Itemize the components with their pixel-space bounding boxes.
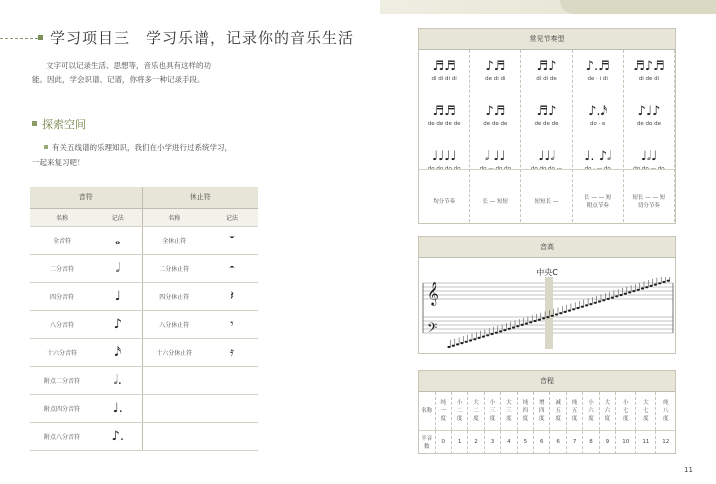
pitch-range-panel	[418, 236, 676, 354]
note-head	[658, 282, 661, 284]
rhythm-syllables: di di de	[536, 76, 557, 82]
col-note-name: 名称	[30, 208, 94, 226]
interval-table	[419, 392, 675, 454]
col-rest-symbol: 记法	[206, 208, 258, 226]
rhythm-syllables: de do de	[636, 121, 661, 127]
note-head	[632, 290, 635, 292]
rhythm-grid	[419, 50, 675, 222]
explore-line-2: 一起来复习吧！	[32, 158, 85, 167]
rhythm-syllables: de · i di	[587, 76, 608, 82]
rhythm-notes-icon: ♩♩𝅗𝅥	[538, 149, 555, 164]
rest-symbol-icon	[206, 394, 258, 422]
interval-semitones: 9	[599, 430, 615, 454]
rest-name: 全休止符	[142, 226, 206, 254]
rest-name	[142, 394, 206, 422]
note-head	[619, 294, 622, 296]
note-head	[589, 303, 592, 305]
note-head	[512, 326, 515, 328]
explore-line-1: 有关五线谱的乐理知识，我们在小学进行过系统学习，	[32, 140, 262, 156]
note-head	[572, 308, 575, 310]
header-notes: 音符	[30, 187, 142, 208]
note-head	[551, 315, 554, 317]
note-head	[555, 313, 558, 315]
interval-name: 增 四 度	[534, 392, 550, 430]
interval-name: 减 五 度	[550, 392, 566, 430]
table-row	[30, 394, 258, 422]
note-head	[602, 299, 605, 301]
note-head	[568, 310, 571, 312]
note-head	[637, 289, 640, 291]
interval-semitones: 4	[501, 430, 517, 454]
note-head	[598, 300, 601, 302]
rhythm-notes-icon: 𝅗𝅥 ♩♩	[485, 149, 506, 164]
note-head	[508, 328, 511, 330]
note-head	[447, 346, 450, 348]
note-symbol-icon: ♩.	[94, 394, 142, 422]
grand-staff-diagram	[419, 277, 675, 353]
note-symbol-icon: 𝅗𝅥	[94, 254, 142, 282]
header-rests: 休止符	[142, 187, 258, 208]
note-head	[495, 332, 498, 334]
table-row	[30, 338, 258, 366]
rhythm-label: 短短长 —	[534, 199, 559, 205]
note-name: 二分音符	[30, 254, 94, 282]
rhythm-label: 短长 — — 短 切分节奏	[632, 195, 666, 209]
note-head	[503, 329, 506, 331]
col-note-symbol: 记法	[94, 208, 142, 226]
interval-name: 大 三 度	[501, 392, 517, 430]
note-head	[469, 339, 472, 341]
explore-title: 探索空间	[42, 118, 86, 131]
rest-symbol-icon	[206, 366, 258, 394]
note-head	[594, 302, 597, 304]
bass-clef-icon: 𝄢	[427, 320, 438, 339]
note-head	[641, 287, 644, 289]
header-dashed-line	[0, 38, 38, 39]
rhythm-column	[419, 50, 470, 222]
rest-name	[142, 422, 206, 450]
rhythm-column	[573, 50, 624, 222]
header-square-icon	[38, 35, 43, 40]
interval-semitones: 6	[550, 430, 566, 454]
interval-name: 小 三 度	[484, 392, 500, 430]
interval-name: 小 二 度	[451, 392, 467, 430]
explore-square-icon	[32, 121, 37, 126]
rest-name	[142, 366, 206, 394]
note-head	[465, 341, 468, 343]
note-head	[624, 293, 627, 295]
interval-semitones: 2	[468, 430, 484, 454]
note-head	[529, 321, 532, 323]
rhythm-notes-icon: ♪.♬	[585, 59, 610, 74]
interval-semitones: 7	[566, 430, 582, 454]
rhythm-label: 长 — — 短 附点节奏	[584, 195, 612, 209]
rhythm-syllables: do do do —	[530, 166, 563, 172]
interval-semitones: 12	[662, 439, 670, 446]
note-head	[516, 325, 519, 327]
interval-semitones: 0	[435, 430, 451, 454]
note-symbol-icon: ♪	[94, 310, 142, 338]
rhythm-syllables: do do do do	[427, 166, 461, 172]
note-symbol-icon: ♪.	[94, 422, 142, 450]
rest-symbol-icon	[206, 422, 258, 450]
note-name: 八分音符	[30, 310, 94, 338]
note-name: 附点四分音符	[30, 394, 94, 422]
note-rest-table	[30, 187, 258, 451]
interval-name: 纯 八 度	[656, 392, 675, 430]
rhythm-notes-icon: ♬♬	[432, 104, 456, 119]
rhythm-syllables: de di di	[485, 76, 506, 82]
note-name: 全音符	[30, 226, 94, 254]
note-head	[478, 337, 481, 339]
note-symbol-icon: 𝅗𝅥.	[94, 366, 142, 394]
rhythm-column	[470, 50, 521, 222]
rest-symbol-icon: 𝄽	[206, 282, 258, 310]
semitone-row-label: 半音数	[419, 430, 435, 454]
rhythm-notes-icon: ♬♪	[536, 104, 557, 119]
note-head	[460, 342, 463, 344]
note-head	[667, 280, 670, 282]
rhythm-syllables: do do — do	[633, 166, 665, 172]
note-head	[499, 330, 502, 332]
rhythm-notes-icon: ♩. ♪𝅗𝅥	[584, 149, 612, 164]
note-head	[490, 333, 493, 335]
interval-name: 纯 四 度	[517, 392, 533, 430]
rest-name: 四分休止符	[142, 282, 206, 310]
rest-name: 十六分休止符	[142, 338, 206, 366]
note-head	[538, 319, 541, 321]
range-panel-title: 音高	[419, 237, 675, 258]
table-row	[30, 310, 258, 338]
note-name: 四分音符	[30, 282, 94, 310]
rhythm-column	[624, 50, 675, 222]
table-row	[30, 366, 258, 394]
note-head	[654, 284, 657, 286]
note-head	[525, 323, 528, 325]
interval-name: 小 七 度	[616, 392, 636, 430]
interval-panel-title: 音程	[419, 371, 675, 392]
intro-line-2: 能。因此，学会识谱、记谱，你将多一种记录手段。	[32, 75, 205, 84]
note-name: 附点二分音符	[30, 366, 94, 394]
note-symbol-icon: 𝅝	[94, 226, 142, 254]
interval-names-row	[419, 392, 675, 430]
table-row	[30, 254, 258, 282]
page-title: 学习项目三 学习乐谱，记录你的音乐生活	[50, 29, 355, 47]
rest-symbol-icon: 𝄿	[206, 338, 258, 366]
interval-name: 纯 一 度	[435, 392, 451, 430]
rest-name: 二分休止符	[142, 254, 206, 282]
note-head	[456, 343, 459, 345]
rhythm-label-divider	[419, 169, 675, 170]
note-symbol-icon: ♩	[94, 282, 142, 310]
rhythm-syllables: do — do do	[479, 166, 511, 172]
note-head	[482, 336, 485, 338]
rhythm-syllables: do · e	[589, 121, 606, 127]
rhythm-label: 长 — 短短	[482, 199, 509, 205]
interval-semitones: 8	[583, 430, 599, 454]
note-head	[650, 285, 653, 287]
interval-semitones: 1	[451, 430, 467, 454]
interval-semitones: 5	[517, 430, 533, 454]
top-decoration-curve	[560, 0, 716, 14]
rhythm-notes-icon: ♪♬	[485, 104, 506, 119]
note-heads	[447, 277, 670, 348]
rest-name: 八分休止符	[142, 310, 206, 338]
intro-line-1: 文字可以记录生活、思想等，音乐也具有这样的功	[46, 61, 211, 70]
table-row	[30, 226, 258, 254]
note-head	[645, 286, 648, 288]
rhythm-patterns-panel	[418, 28, 676, 224]
rhythm-notes-icon: ♬♪	[536, 59, 557, 74]
note-head	[546, 316, 549, 318]
interval-semitones: 6	[534, 430, 550, 454]
interval-name: 大 六 度	[599, 392, 615, 430]
note-head	[581, 306, 584, 308]
rhythm-notes-icon: ♬♪♬	[633, 59, 665, 74]
rhythm-notes-icon: ♩𝅗𝅥♩	[640, 149, 658, 164]
rhythm-notes-icon: ♪♩♪	[637, 104, 661, 119]
interval-semitones: 11	[636, 430, 656, 454]
interval-name: 大 二 度	[468, 392, 484, 430]
rhythm-syllables: de de de	[534, 121, 559, 127]
note-name: 十六分音符	[30, 338, 94, 366]
interval-name: 小 六 度	[583, 392, 599, 430]
interval-panel	[418, 370, 676, 454]
note-head	[611, 297, 614, 299]
interval-name: 纯 五 度	[566, 392, 582, 430]
note-head	[559, 312, 562, 314]
note-head	[615, 295, 618, 297]
note-head	[662, 281, 665, 283]
rhythm-syllables: di de di	[638, 76, 660, 82]
rest-symbol-icon: 𝄻	[206, 226, 258, 254]
interval-semitones-row	[419, 430, 675, 454]
rhythm-notes-icon: ♩♩♩♩	[431, 149, 457, 164]
interval-semitones: 10	[616, 430, 636, 454]
rhythm-syllables: de de de	[483, 121, 508, 127]
note-head	[542, 317, 545, 319]
interval-name: 大 七 度	[636, 392, 656, 430]
middle-c-highlight	[545, 277, 553, 349]
rhythm-syllables: de de de de	[427, 121, 461, 127]
note-head	[486, 334, 489, 336]
rhythm-label: 均分节奏	[433, 199, 456, 205]
table-row	[30, 422, 258, 450]
note-head	[607, 298, 610, 300]
rest-symbol-icon: 𝄼	[206, 254, 258, 282]
name-row-label: 名称	[419, 392, 435, 430]
note-head	[585, 304, 588, 306]
rhythm-syllables: di di di di	[431, 76, 457, 82]
table-row	[30, 282, 258, 310]
rest-symbol-icon: 𝄾	[206, 310, 258, 338]
note-head	[576, 307, 579, 309]
rhythm-panel-title: 常见节奏型	[419, 29, 675, 50]
interval-semitones: 3	[484, 430, 500, 454]
note-name: 附点八分音符	[30, 422, 94, 450]
rhythm-notes-icon: ♪♬	[485, 59, 506, 74]
bullet-square-icon	[44, 145, 48, 149]
note-head	[473, 338, 476, 340]
col-rest-name: 名称	[142, 208, 206, 226]
note-head	[564, 311, 567, 313]
note-head	[628, 291, 631, 293]
rhythm-syllables: do · — do	[584, 166, 611, 172]
note-head	[521, 324, 524, 326]
note-head	[452, 345, 455, 347]
note-head	[533, 320, 536, 322]
page-number: 11	[684, 466, 693, 474]
treble-clef-icon: 𝄞	[427, 281, 439, 305]
rhythm-column	[521, 50, 572, 222]
middle-c-label: 中央C	[536, 268, 558, 277]
rhythm-notes-icon: ♪.𝅘𝅥𝅯	[588, 104, 608, 119]
note-symbol-icon: 𝅘𝅥𝅯	[94, 338, 142, 366]
rhythm-notes-icon: ♬♬	[432, 59, 456, 74]
